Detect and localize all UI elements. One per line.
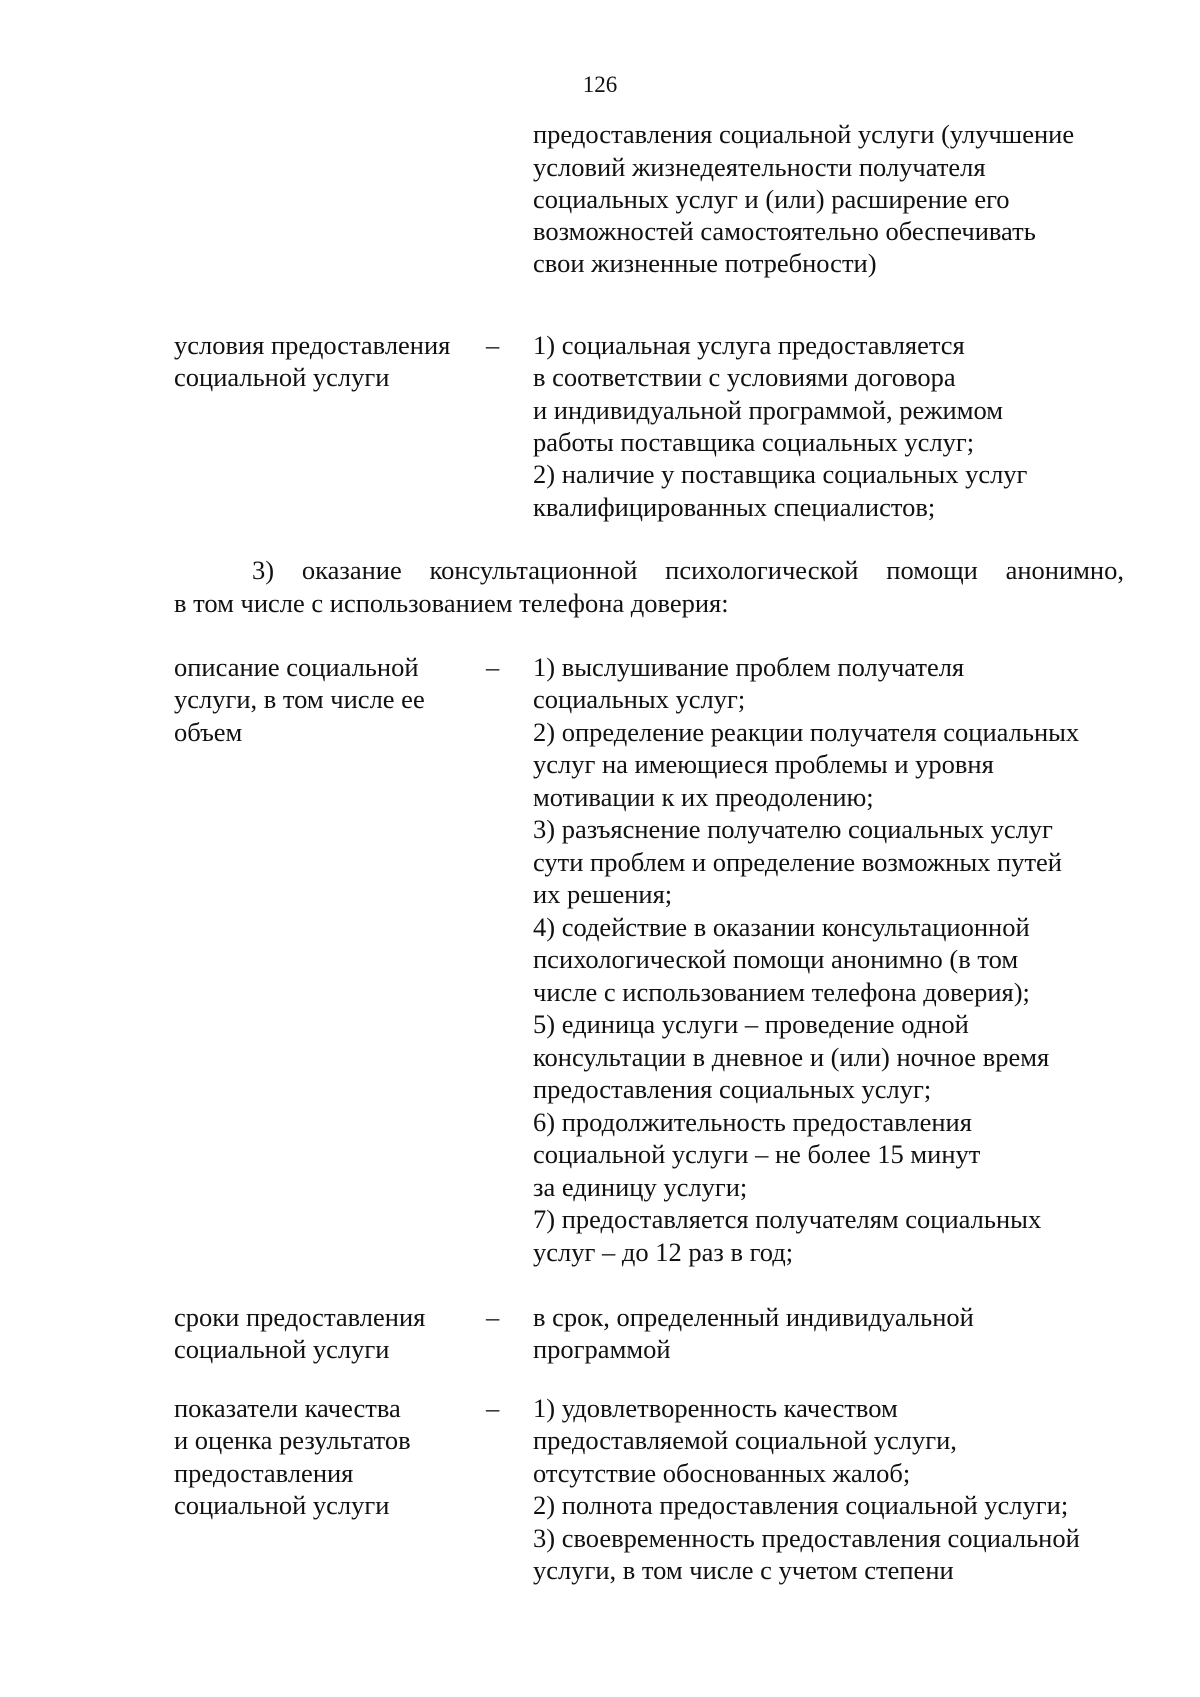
text-line: 4) содействие в оказании консультационной [533,912,1030,942]
conditions-label: социальной услуги [174,362,390,392]
description-label: объем [174,717,243,747]
text-line: возможностей самостоятельно обеспечивать [533,216,1036,246]
section-heading [174,554,1124,620]
dash-separator: – [486,1302,500,1332]
text-line: сути проблем и определение возможных путей [533,847,1062,877]
text-line: условий жизнедеятельности получателя [533,152,986,182]
text-line: 1) выслушивание проблем получателя [533,652,965,682]
text-line: консультации в дневное и (или) ночное время [533,1042,1050,1072]
text-line: социальной услуги – не более 15 минут [533,1139,981,1169]
text-line: в соответствии с условиями договора [533,362,956,392]
text-line: услуг – до 12 раз в год; [533,1237,794,1267]
text-line: социальных услуг; [533,684,746,714]
text-line: квалифицированных специалистов; [533,492,936,522]
text-line: мотивации к их преодолению; [533,782,874,812]
dash-separator: – [486,652,500,682]
text-line: свои жизненные потребности) [533,248,877,278]
text-line: 3) разъяснение получателю социальных услуг [533,814,1053,844]
text-line: услуг на имеющиеся проблемы и уровня [533,749,994,779]
text-line: за единицу услуги; [533,1172,748,1202]
text-line: в срок, определенный индивидуальной [533,1302,974,1332]
quality-label: показатели качества [174,1393,401,1423]
text-line: отсутствие обоснованных жалоб; [533,1458,911,1488]
text-line: 6) продолжительность предоставления [533,1107,972,1137]
description-label: услуги, в том числе ее [174,684,425,714]
text-line: 5) единица услуги – проведение одной [533,1009,969,1039]
text-line: 2) полнота предоставления социальной услуги; [533,1490,1069,1520]
conditions-label: условия предоставления [174,330,451,360]
text-line: 2) наличие у поставщика социальных услуг [533,459,1028,489]
quality-label: и оценка результатов [174,1425,411,1455]
text-line: предоставляемой социальной услуги, [533,1425,957,1455]
terms-label: сроки предоставления [174,1302,426,1332]
text-line: программой [533,1334,671,1364]
quality-label: социальной услуги [174,1490,390,1520]
text-line: 3) своевременность предоставления социальной [533,1523,1080,1553]
page-number: 126 [582,72,618,97]
text-line: предоставления социальных услуг; [533,1074,932,1104]
terms-label: социальной услуги [174,1334,390,1364]
dash-separator: – [486,330,500,360]
text-line: числе с использованием телефона доверия); [533,977,1030,1007]
section-heading-line: 3) оказание консультационной психологической помощи анонимно, [252,555,1124,585]
text-line: услуги, в том числе с учетом степени [533,1555,954,1585]
text-line: предоставления социальной услуги (улучшение [533,119,1075,149]
text-line: 1) удовлетворенность качеством [533,1393,898,1423]
description-label: описание социальной [174,652,419,682]
dash-separator: – [486,1393,500,1423]
text-line: социальных услуг и (или) расширение его [533,184,1010,214]
text-line: работы поставщика социальных услуг; [533,427,975,457]
text-line: 7) предоставляется получателям социальных [533,1204,1042,1234]
text-line: психологической помощи анонимно (в том [533,944,1019,974]
text-line: их решения; [533,879,673,909]
text-line: 1) социальная услуга предоставляется [533,330,965,360]
section-heading-line: в том числе с использованием телефона доверия: [174,588,729,618]
text-line: 2) определение реакции получателя социальных [533,717,1080,747]
text-line: и индивидуальной программой, режимом [533,395,1004,425]
quality-label: предоставления [174,1458,354,1488]
